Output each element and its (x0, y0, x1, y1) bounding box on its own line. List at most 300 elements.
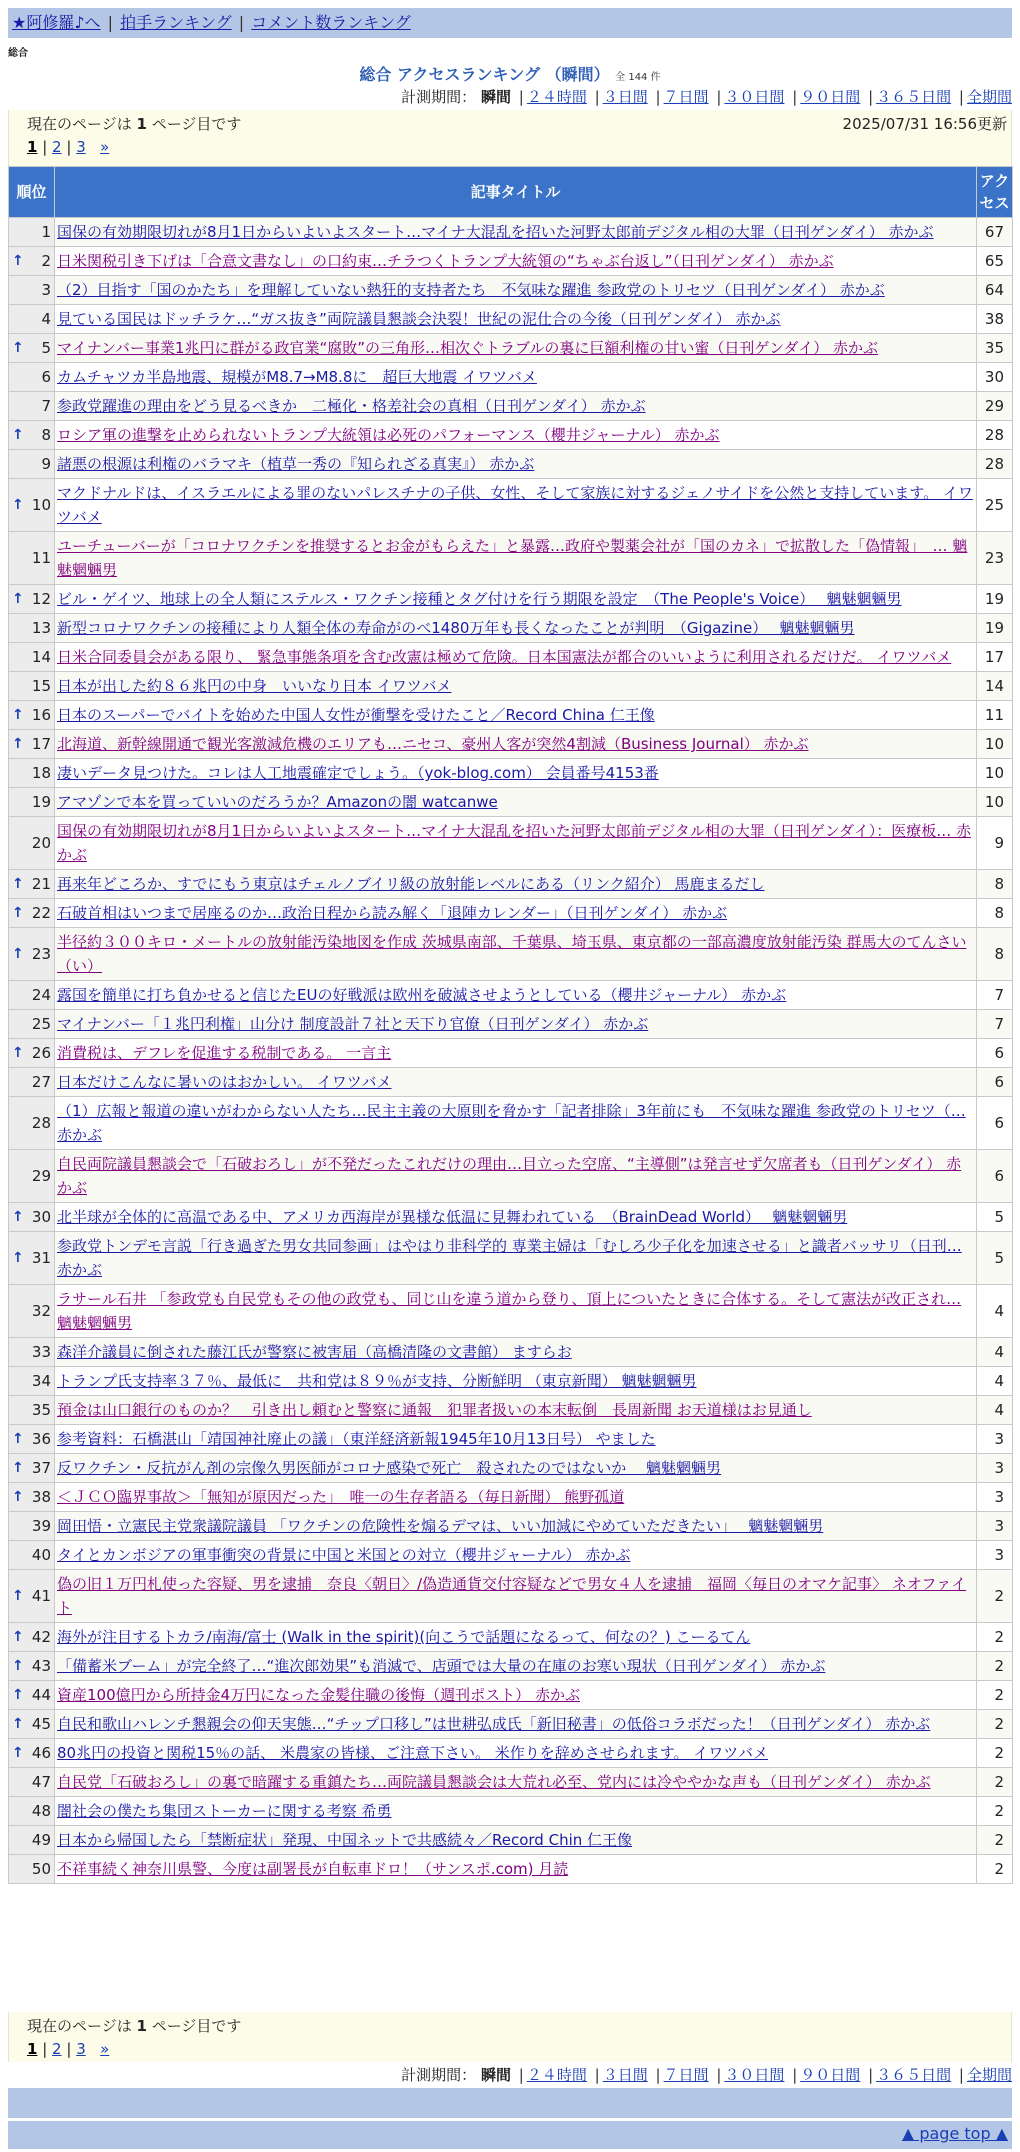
access-count: 4 (977, 1396, 1013, 1425)
table-row (9, 817, 1013, 870)
title-cell (55, 1367, 977, 1396)
rank-number: 1 (41, 223, 51, 241)
article-title-link[interactable]: 北海道、新幹線開通で観光客激減危機のエリアも…ニセコ、豪州人客が突然4割減（Business Journal） 赤かぶ (57, 735, 809, 753)
rank-number: 22 (31, 904, 51, 922)
table-row (9, 1203, 1013, 1232)
comment-ranking-link[interactable]: コメント数ランキング (251, 13, 411, 32)
article-title-link[interactable]: ラサール石井 「参政党も自民党もその他の政党も、同じ山を違う道から登り、頂上についたときに合体する。そして憲法が改正され… 魑魅魍魎男 (57, 1290, 962, 1332)
article-title-link[interactable]: ユーチューバーが「コロナワクチンを推奨するとお金がもらえた」と暴露…政府や製薬会社が「国のカネ」で拡散した「偽情報」 … 魑魅魍魎男 (57, 537, 968, 579)
rank-number: 48 (31, 1802, 51, 1820)
rank-number: 44 (31, 1686, 51, 1704)
table-row (9, 981, 1013, 1010)
table-row (9, 701, 1013, 730)
rank-number: 24 (31, 986, 51, 1004)
rank-number: 3 (41, 281, 51, 299)
article-title-link[interactable]: 自民両院議員懇談会で「石破おろし」が不発だったこれだけの理由…目立った空席、“主導側”は発言せず欠席者も（日刊ゲンダイ） 赤かぶ (57, 1155, 962, 1197)
article-title-link[interactable]: 80兆円の投資と関税15％の話、 米農家の皆様、ご注意下さい。 米作りを辞めさせられます。 イワツバメ (57, 1744, 768, 1762)
title-cell (55, 1425, 977, 1454)
rank-number: 21 (31, 875, 51, 893)
header-access: アクセス (977, 167, 1013, 218)
title-cell (55, 1039, 977, 1068)
access-count: 6 (977, 1097, 1013, 1150)
footer-bar (8, 2088, 1012, 2118)
page-2-link[interactable]: 2 (52, 138, 62, 156)
rank-cell (9, 421, 55, 450)
header-title: 記事タイトル (55, 167, 977, 218)
rank-number: 33 (31, 1343, 51, 1361)
rank-cell (9, 392, 55, 421)
article-title-link[interactable]: カムチャツカ半島地震、規模がM8.7→M8.8に 超巨大地震 イワツバメ (57, 368, 537, 386)
period-selector-top: 計測期間： 瞬間 | ２４時間 | ３日間 | ７日間 | ３０日間 | ９０日間 | ３６５日間 | 全期間 (401, 88, 1012, 106)
rank-up-arrow-icon: ↑ (12, 1209, 24, 1225)
table-row (9, 421, 1013, 450)
rank-up-arrow-icon: ↑ (12, 707, 24, 723)
rank-cell (9, 1068, 55, 1097)
article-title-link[interactable]: 森洋介議員に倒された藤江氏が警察に被害届（高橋清隆の文書館） ますらお (57, 1343, 572, 1361)
period-365d-link[interactable]: ３６５日間 (876, 2066, 952, 2084)
period-7d-link[interactable]: ７日間 (663, 2066, 709, 2084)
title-cell (55, 1570, 977, 1623)
table-row (9, 1483, 1013, 1512)
title-cell (55, 334, 977, 363)
rank-cell (9, 1039, 55, 1068)
title-cell (55, 1396, 977, 1425)
title-cell (55, 1338, 977, 1367)
access-count: 10 (977, 759, 1013, 788)
article-title-link[interactable]: ビル・ゲイツ、地球上の全人類にステルス・ワクチン接種とタグ付けを行う期限を設定 （The People's Voice） 魑魅魍魎男 (57, 590, 902, 608)
table-row (9, 1512, 1013, 1541)
article-title-link[interactable]: ロシア軍の進撃を止められないトランプ大統領は必死のパフォーマンス（櫻井ジャーナル） 赤かぶ (57, 426, 720, 444)
title-cell (55, 817, 977, 870)
title-cell (55, 870, 977, 899)
title-cell (55, 1454, 977, 1483)
rank-cell (9, 1454, 55, 1483)
rank-cell (9, 1855, 55, 1884)
table-row (9, 1826, 1013, 1855)
article-title-link[interactable]: 自民党「石破おろし」の裏で暗躍する重鎮たち…両院議員懇談会は大荒れ必至、党内には冷ややかな声も（日刊ゲンダイ） 赤かぶ (57, 1773, 931, 1791)
article-title-link[interactable]: 闇社会の僕たち集団ストーカーに関する考察 希勇 (57, 1802, 392, 1820)
access-count: 8 (977, 870, 1013, 899)
rank-number: 9 (41, 455, 51, 473)
page-1-link[interactable]: 1 (27, 138, 38, 156)
title-cell (55, 532, 977, 585)
rank-cell (9, 1710, 55, 1739)
period-90d-link[interactable]: ９０日間 (800, 88, 861, 106)
period-3d-link[interactable]: ３日間 (602, 2066, 648, 2084)
access-count: 8 (977, 928, 1013, 981)
page-status-top (8, 110, 1012, 166)
access-count: 64 (977, 276, 1013, 305)
current-page-text: 現在のページは 1 ページ目です (27, 115, 242, 133)
rank-cell (9, 1338, 55, 1367)
table-row (9, 305, 1013, 334)
page-2-link[interactable]: 2 (52, 2040, 62, 2058)
rank-cell (9, 899, 55, 928)
title-cell (55, 1855, 977, 1884)
top-nav-bar (8, 8, 1012, 38)
rank-cell (9, 1623, 55, 1652)
table-row (9, 1232, 1013, 1285)
rank-up-arrow-icon: ↑ (12, 1716, 24, 1732)
pager-top: 1 | 2 | 3 » (27, 138, 110, 156)
title-cell (55, 730, 977, 759)
access-count: 6 (977, 1150, 1013, 1203)
period-24h-link[interactable]: ２４時間 (526, 2066, 587, 2084)
title-cell (55, 1826, 977, 1855)
rank-cell (9, 1203, 55, 1232)
table-row (9, 392, 1013, 421)
article-title-link[interactable]: 新型コロナワクチンの接種により人類全体の寿命がのべ1480万年も長くなったことが判明 （Gigazine） 魑魅魍魎男 (57, 619, 855, 637)
article-title-link[interactable]: 国保の有効期限切れが8月1日からいよいよスタート…マイナ大混乱を招いた河野太郎前デジタル相の大罪（日刊ゲンダイ）：医療板… 赤かぶ (57, 822, 971, 864)
rank-cell (9, 730, 55, 759)
article-title-link[interactable]: 露国を簡単に打ち負かせると信じたEUの好戦派は欧州を破滅させようとしている（櫻井ジャーナル） 赤かぶ (57, 986, 787, 1004)
table-row (9, 1541, 1013, 1570)
rank-up-arrow-icon: ↑ (12, 1745, 24, 1761)
rank-up-arrow-icon: ↑ (12, 340, 24, 356)
title-cell (55, 701, 977, 730)
table-row (9, 643, 1013, 672)
article-title-link[interactable]: 参考資料：石橋湛山「靖国神社廃止の議」（東洋経済新報1945年10月13日号） やました (57, 1430, 656, 1448)
title-cell (55, 1203, 977, 1232)
article-title-link[interactable]: 「備蓄米ブーム」が完全終了…“進次郎効果”も消滅で、店頭では大量の在庫のお寒い現状（日刊ゲンダイ） 赤かぶ (57, 1657, 826, 1675)
table-row (9, 1068, 1013, 1097)
table-row (9, 1396, 1013, 1425)
rank-cell (9, 928, 55, 981)
rank-number: 6 (41, 368, 51, 386)
rank-cell (9, 1396, 55, 1425)
nav-separator: | (238, 13, 245, 32)
applause-ranking-link[interactable]: 拍手ランキング (120, 13, 232, 32)
table-row (9, 1710, 1013, 1739)
table-row (9, 1454, 1013, 1483)
rank-number: 47 (31, 1773, 51, 1791)
title-cell (55, 363, 977, 392)
article-title-link[interactable]: 日本が出した約８６兆円の中身 いいなり日本 イワツバメ (57, 677, 452, 695)
rank-up-arrow-icon: ↑ (12, 497, 24, 513)
page-status-bottom (8, 2012, 1012, 2062)
article-title-link[interactable]: 預金は山口銀行のものか？ 引き出し頼むと警察に通報 犯罪者扱いの本末転倒 長周新聞 お天道様はお見通し (57, 1401, 812, 1419)
page-top-link[interactable]: ▲ page top ▲ (901, 2124, 1008, 2143)
article-title-link[interactable]: 参政党トンデモ言説「行き過ぎた男女共同参画」はやはり非科学的 専業主婦は「むしろ少子化を加速させる」と識者バッサリ（日刊… 赤かぶ (57, 1237, 962, 1279)
article-title-link[interactable]: タイとカンボジアの軍事衝突の背景に中国と米国との対立（櫻井ジャーナル） 赤かぶ (57, 1546, 631, 1564)
title-cell (55, 614, 977, 643)
access-count: 5 (977, 1203, 1013, 1232)
rank-number: 23 (31, 945, 51, 963)
rank-number: 11 (31, 549, 51, 567)
access-count: 6 (977, 1039, 1013, 1068)
rank-number: 31 (31, 1249, 51, 1267)
access-count: 10 (977, 730, 1013, 759)
article-title-link[interactable]: 見ている国民はドッチラケ…“ガス抜き”両院議員懇談会決裂！世紀の泥仕合の今後（日刊ゲンダイ） 赤かぶ (57, 310, 781, 328)
table-row (9, 479, 1013, 532)
period-selector-bottom: 計測期間： 瞬間 | ２４時間 | ３日間 | ７日間 | ３０日間 | ９０日間 | ３６５日間 | 全期間 (401, 2066, 1012, 2084)
rank-cell (9, 1150, 55, 1203)
title-cell (55, 585, 977, 614)
home-link[interactable]: ★阿修羅♪へ (12, 13, 101, 32)
rank-up-arrow-icon: ↑ (12, 1588, 24, 1604)
rank-number: 17 (31, 735, 51, 753)
table-row (9, 1425, 1013, 1454)
title-cell (55, 899, 977, 928)
access-count: 19 (977, 614, 1013, 643)
rank-cell (9, 701, 55, 730)
rank-cell (9, 1681, 55, 1710)
title-cell (55, 421, 977, 450)
rank-cell (9, 1097, 55, 1150)
article-title-link[interactable]: 参政党躍進の理由をどう見るべきか 二極化・格差社会の真相（日刊ゲンダイ） 赤かぶ (57, 397, 646, 415)
table-row (9, 1797, 1013, 1826)
rank-number: 45 (31, 1715, 51, 1733)
rank-cell (9, 981, 55, 1010)
title-cell (55, 392, 977, 421)
article-title-link[interactable]: 日本のスーパーでバイトを始めた中国人女性が衝撃を受けたこと／Record China 仁王像 (57, 706, 655, 724)
access-count: 4 (977, 1367, 1013, 1396)
table-row (9, 363, 1013, 392)
table-row (9, 788, 1013, 817)
article-title-link[interactable]: マクドナルドは、イスラエルによる罪のないパレスチナの子供、女性、そして家族に対するジェノサイドを公然と支持しています。 イワツバメ (57, 484, 973, 526)
title-cell (55, 479, 977, 532)
nav-separator: | (107, 13, 114, 32)
article-title-link[interactable]: 資産100億円から所持金4万円になった金髪住職の後悔（週刊ポスト） 赤かぶ (57, 1686, 580, 1704)
rank-up-arrow-icon: ↑ (12, 736, 24, 752)
article-title-link[interactable]: 諸悪の根源は利権のバラマキ（植草一秀の『知られざる真実』） 赤かぶ (57, 455, 535, 473)
access-count: 25 (977, 479, 1013, 532)
table-row (9, 1367, 1013, 1396)
article-title-link[interactable]: 石破首相はいつまで居座るのか…政治日程から読み解く「退陣カレンダー」（日刊ゲンダイ） 赤かぶ (57, 904, 728, 922)
rank-number: 25 (31, 1015, 51, 1033)
table-row (9, 672, 1013, 701)
article-title-link[interactable]: アマゾンで本を買っていいのだろうか？Amazonの闇 watcanwe (57, 793, 498, 811)
period-30d-link[interactable]: ３０日間 (724, 2066, 785, 2084)
table-row (9, 1010, 1013, 1039)
rank-number: 46 (31, 1744, 51, 1762)
page-3-link[interactable]: 3 (76, 2040, 86, 2058)
access-count: 19 (977, 585, 1013, 614)
title-cell (55, 450, 977, 479)
access-count: 7 (977, 1010, 1013, 1039)
rank-number: 18 (31, 764, 51, 782)
access-count: 4 (977, 1338, 1013, 1367)
article-title-link[interactable]: 不祥事続く神奈川県警、今度は副署長が自転車ドロ！（サンスポ.com) 月読 (57, 1860, 569, 1878)
rank-cell (9, 218, 55, 247)
rank-cell (9, 479, 55, 532)
page-3-link[interactable]: 3 (76, 138, 86, 156)
access-count: 2 (977, 1652, 1013, 1681)
rank-cell (9, 759, 55, 788)
page-top-bar (8, 2121, 1012, 2149)
access-count: 2 (977, 1855, 1013, 1884)
rank-number: 35 (31, 1401, 51, 1419)
access-count: 28 (977, 450, 1013, 479)
table-header-row (9, 167, 1013, 218)
period-all-link[interactable]: 全期間 (966, 88, 1012, 106)
rank-number: 12 (31, 590, 51, 608)
period-all-link[interactable]: 全期間 (966, 2066, 1012, 2084)
rank-number: 2 (41, 252, 51, 270)
period-label: 計測期間： (401, 2066, 477, 2084)
period-7d-link[interactable]: ７日間 (663, 88, 709, 106)
period-90d-link[interactable]: ９０日間 (800, 2066, 861, 2084)
article-title-link[interactable]: 海外が注目するトカラ/南海/富士 (Walk in the spirit)(向こうで話題になるって、何なの？) こーるてん (57, 1628, 751, 1646)
table-row (9, 585, 1013, 614)
rank-up-arrow-icon: ↑ (12, 1629, 24, 1645)
rank-cell (9, 305, 55, 334)
title-cell (55, 1681, 977, 1710)
title-cell (55, 1068, 977, 1097)
period-365d-link[interactable]: ３６５日間 (876, 88, 952, 106)
access-count: 2 (977, 1768, 1013, 1797)
rank-cell (9, 532, 55, 585)
title-cell (55, 928, 977, 981)
title-cell (55, 218, 977, 247)
rank-number: 29 (31, 1167, 51, 1185)
article-title-link[interactable]: 日本だけこんなに暑いのはおかしい。 イワツバメ (57, 1073, 392, 1091)
page-title-text: 総合 アクセスランキング （瞬間） (359, 65, 610, 84)
rank-number: 38 (31, 1488, 51, 1506)
title-cell (55, 1652, 977, 1681)
table-row (9, 928, 1013, 981)
rank-up-arrow-icon: ↑ (12, 1489, 24, 1505)
rank-up-arrow-icon: ↑ (12, 946, 24, 962)
next-page-link[interactable]: » (100, 2040, 110, 2058)
article-title-link[interactable]: マイナンバー「１兆円利権」山分け 制度設計７社と天下り官僚（日刊ゲンダイ） 赤かぶ (57, 1015, 649, 1033)
article-title-link[interactable]: 半径約３００キロ・メートルの放射能汚染地図を作成 茨城県南部、千葉県、埼玉県、東京都の一部高濃度放射能汚染 群馬大のてんさい（い） (57, 933, 967, 975)
period-3d-link[interactable]: ３日間 (602, 88, 648, 106)
rank-cell (9, 276, 55, 305)
rank-number: 30 (31, 1208, 51, 1226)
access-count: 11 (977, 701, 1013, 730)
total-count: 全 144 件 (615, 72, 661, 83)
title-cell (55, 1150, 977, 1203)
title-cell (55, 247, 977, 276)
article-title-link[interactable]: 消費税は、デフレを促進する税制である。 一言主 (57, 1044, 392, 1062)
title-cell (55, 1739, 977, 1768)
rank-number: 34 (31, 1372, 51, 1390)
table-row (9, 614, 1013, 643)
current-page-text-bottom: 現在のページは 1 ページ目です (27, 2017, 242, 2035)
article-title-link[interactable]: （2）目指す「国のかたち」を理解していない熱狂的支持者たち 不気味な躍進 参政党のトリセツ（日刊ゲンダイ） 赤かぶ (57, 281, 885, 299)
rank-up-arrow-icon: ↑ (12, 1250, 24, 1266)
ranking-table-body (9, 218, 1013, 1884)
rank-number: 43 (31, 1657, 51, 1675)
rank-number: 7 (41, 397, 51, 415)
access-count: 30 (977, 363, 1013, 392)
access-count: 2 (977, 1681, 1013, 1710)
table-row (9, 334, 1013, 363)
rank-cell (9, 334, 55, 363)
rank-number: 4 (41, 310, 51, 328)
rank-up-arrow-icon: ↑ (12, 876, 24, 892)
table-row (9, 532, 1013, 585)
article-title-link[interactable]: 自民和歌山ハレンチ懇親会の仰天実態…“チップ口移し”は世耕弘成氏「新旧秘書」の低俗コラボだった！（日刊ゲンダイ） 赤かぶ (57, 1715, 931, 1733)
article-title-link[interactable]: 日本から帰国したら「禁断症状」発現、中国ネットで共感続々／Record Chin 仁王像 (57, 1831, 633, 1849)
period-24h-link[interactable]: ２４時間 (526, 88, 587, 106)
rank-up-arrow-icon: ↑ (12, 427, 24, 443)
rank-cell (9, 1541, 55, 1570)
rank-cell (9, 1483, 55, 1512)
access-count: 9 (977, 817, 1013, 870)
table-row (9, 730, 1013, 759)
table-row (9, 1097, 1013, 1150)
table-row (9, 1681, 1013, 1710)
access-count: 2 (977, 1570, 1013, 1623)
title-cell (55, 1623, 977, 1652)
rank-number: 39 (31, 1517, 51, 1535)
ranking-table (8, 166, 1013, 1884)
article-title-link[interactable]: 日米関税引き下げは「合意文書なし」の口約束…チラつくトランプ大統領の“ちゃぶ台返し”（日刊ゲンダイ） 赤かぶ (57, 252, 834, 270)
rank-cell (9, 1425, 55, 1454)
title-cell (55, 305, 977, 334)
period-30d-link[interactable]: ３０日間 (724, 88, 785, 106)
article-title-link[interactable]: マイナンバー事業1兆円に群がる政官業“腐敗”の三角形…相次ぐトラブルの裏に巨額利権の甘い蜜（日刊ゲンダイ） 赤かぶ (57, 339, 878, 357)
title-cell (55, 981, 977, 1010)
rank-up-arrow-icon: ↑ (12, 1431, 24, 1447)
title-cell (55, 1512, 977, 1541)
table-row (9, 899, 1013, 928)
access-count: 6 (977, 1068, 1013, 1097)
next-page-link[interactable]: » (100, 138, 110, 156)
title-cell (55, 672, 977, 701)
article-title-link[interactable]: 反ワクチン・反抗がん剤の宗像久男医師がコロナ感染で死亡 殺されたのではないか 魑魅魍魎男 (57, 1459, 722, 1477)
rank-up-arrow-icon: ↑ (12, 1460, 24, 1476)
article-title-link[interactable]: 岡田悟・立憲民主党衆議院議員 「ワクチンの危険性を煽るデマは、いい加減にやめていただきたい」 魑魅魍魎男 (57, 1517, 824, 1535)
rank-number: 28 (31, 1114, 51, 1132)
access-count: 2 (977, 1710, 1013, 1739)
period-current: 瞬間 (480, 2066, 511, 2084)
article-title-link[interactable]: 凄いデータ見つけた。コレは人工地震確定でしょう。（yok-blog.com） 会員番号4153番 (57, 764, 659, 782)
title-cell (55, 1010, 977, 1039)
article-title-link[interactable]: 偽の旧１万円札使った容疑、男を逮捕 奈良〈朝日〉/偽造通貨交付容疑などで男女４人を逮捕 福岡〈毎日のオマケ記事〉 ネオファイト (57, 1575, 967, 1617)
rank-cell (9, 1285, 55, 1338)
header-rank: 順位 (9, 167, 55, 218)
rank-cell (9, 788, 55, 817)
rank-number: 16 (31, 706, 51, 724)
rank-cell (9, 870, 55, 899)
table-row (9, 1338, 1013, 1367)
rank-number: 49 (31, 1831, 51, 1849)
rank-number: 13 (31, 619, 51, 637)
article-title-link[interactable]: ＜ＪＣＯ臨界事故＞「無知が原因だった」 唯一の生存者語る（毎日新聞） 熊野孤道 (57, 1488, 625, 1506)
article-title-link[interactable]: 日米合同委員会がある限り、 緊急事態条項を含む改憲は極めて危険。日本国憲法が都合のいいように利用されるだけだ。 イワツバメ (57, 648, 952, 666)
rank-up-arrow-icon: ↑ (12, 1045, 24, 1061)
rank-number: 41 (31, 1587, 51, 1605)
access-count: 3 (977, 1425, 1013, 1454)
rank-up-arrow-icon: ↑ (12, 253, 24, 269)
title-cell (55, 1541, 977, 1570)
article-title-link[interactable]: 国保の有効期限切れが8月1日からいよいよスタート…マイナ大混乱を招いた河野太郎前デジタル相の大罪（日刊ゲンダイ） 赤かぶ (57, 223, 934, 241)
article-title-link[interactable]: 再来年どころか、すでにもう東京はチェルノブイリ級の放射能レベルにある（リンク紹介） 馬鹿まるだし (57, 875, 765, 893)
title-cell (55, 1768, 977, 1797)
article-title-link[interactable]: 北半球が全体的に高温である中、アメリカ西海岸が異様な低温に見舞われている （BrainDead World） 魑魅魍魎男 (57, 1208, 848, 1226)
table-row (9, 1285, 1013, 1338)
rank-up-arrow-icon: ↑ (12, 591, 24, 607)
access-count: 5 (977, 1232, 1013, 1285)
table-row (9, 1768, 1013, 1797)
access-count: 14 (977, 672, 1013, 701)
rank-cell (9, 1797, 55, 1826)
rank-number: 27 (31, 1073, 51, 1091)
access-count: 17 (977, 643, 1013, 672)
page-title (0, 62, 1020, 85)
page-1-link[interactable]: 1 (27, 2040, 38, 2058)
title-cell (55, 276, 977, 305)
table-row (9, 247, 1013, 276)
table-row (9, 1855, 1013, 1884)
access-count: 67 (977, 218, 1013, 247)
article-title-link[interactable]: トランプ氏支持率３７％、最低に 共和党は８９％が支持、分断鮮明 （東京新聞） 魑魅魍魎男 (57, 1372, 697, 1390)
article-title-link[interactable]: （1）広報と報道の違いがわからない人たち…民主主義の大原則を脅かす「記者排除」3年前にも 不気味な躍進 参政党のトリセツ（… 赤かぶ (57, 1102, 966, 1144)
title-cell (55, 1710, 977, 1739)
